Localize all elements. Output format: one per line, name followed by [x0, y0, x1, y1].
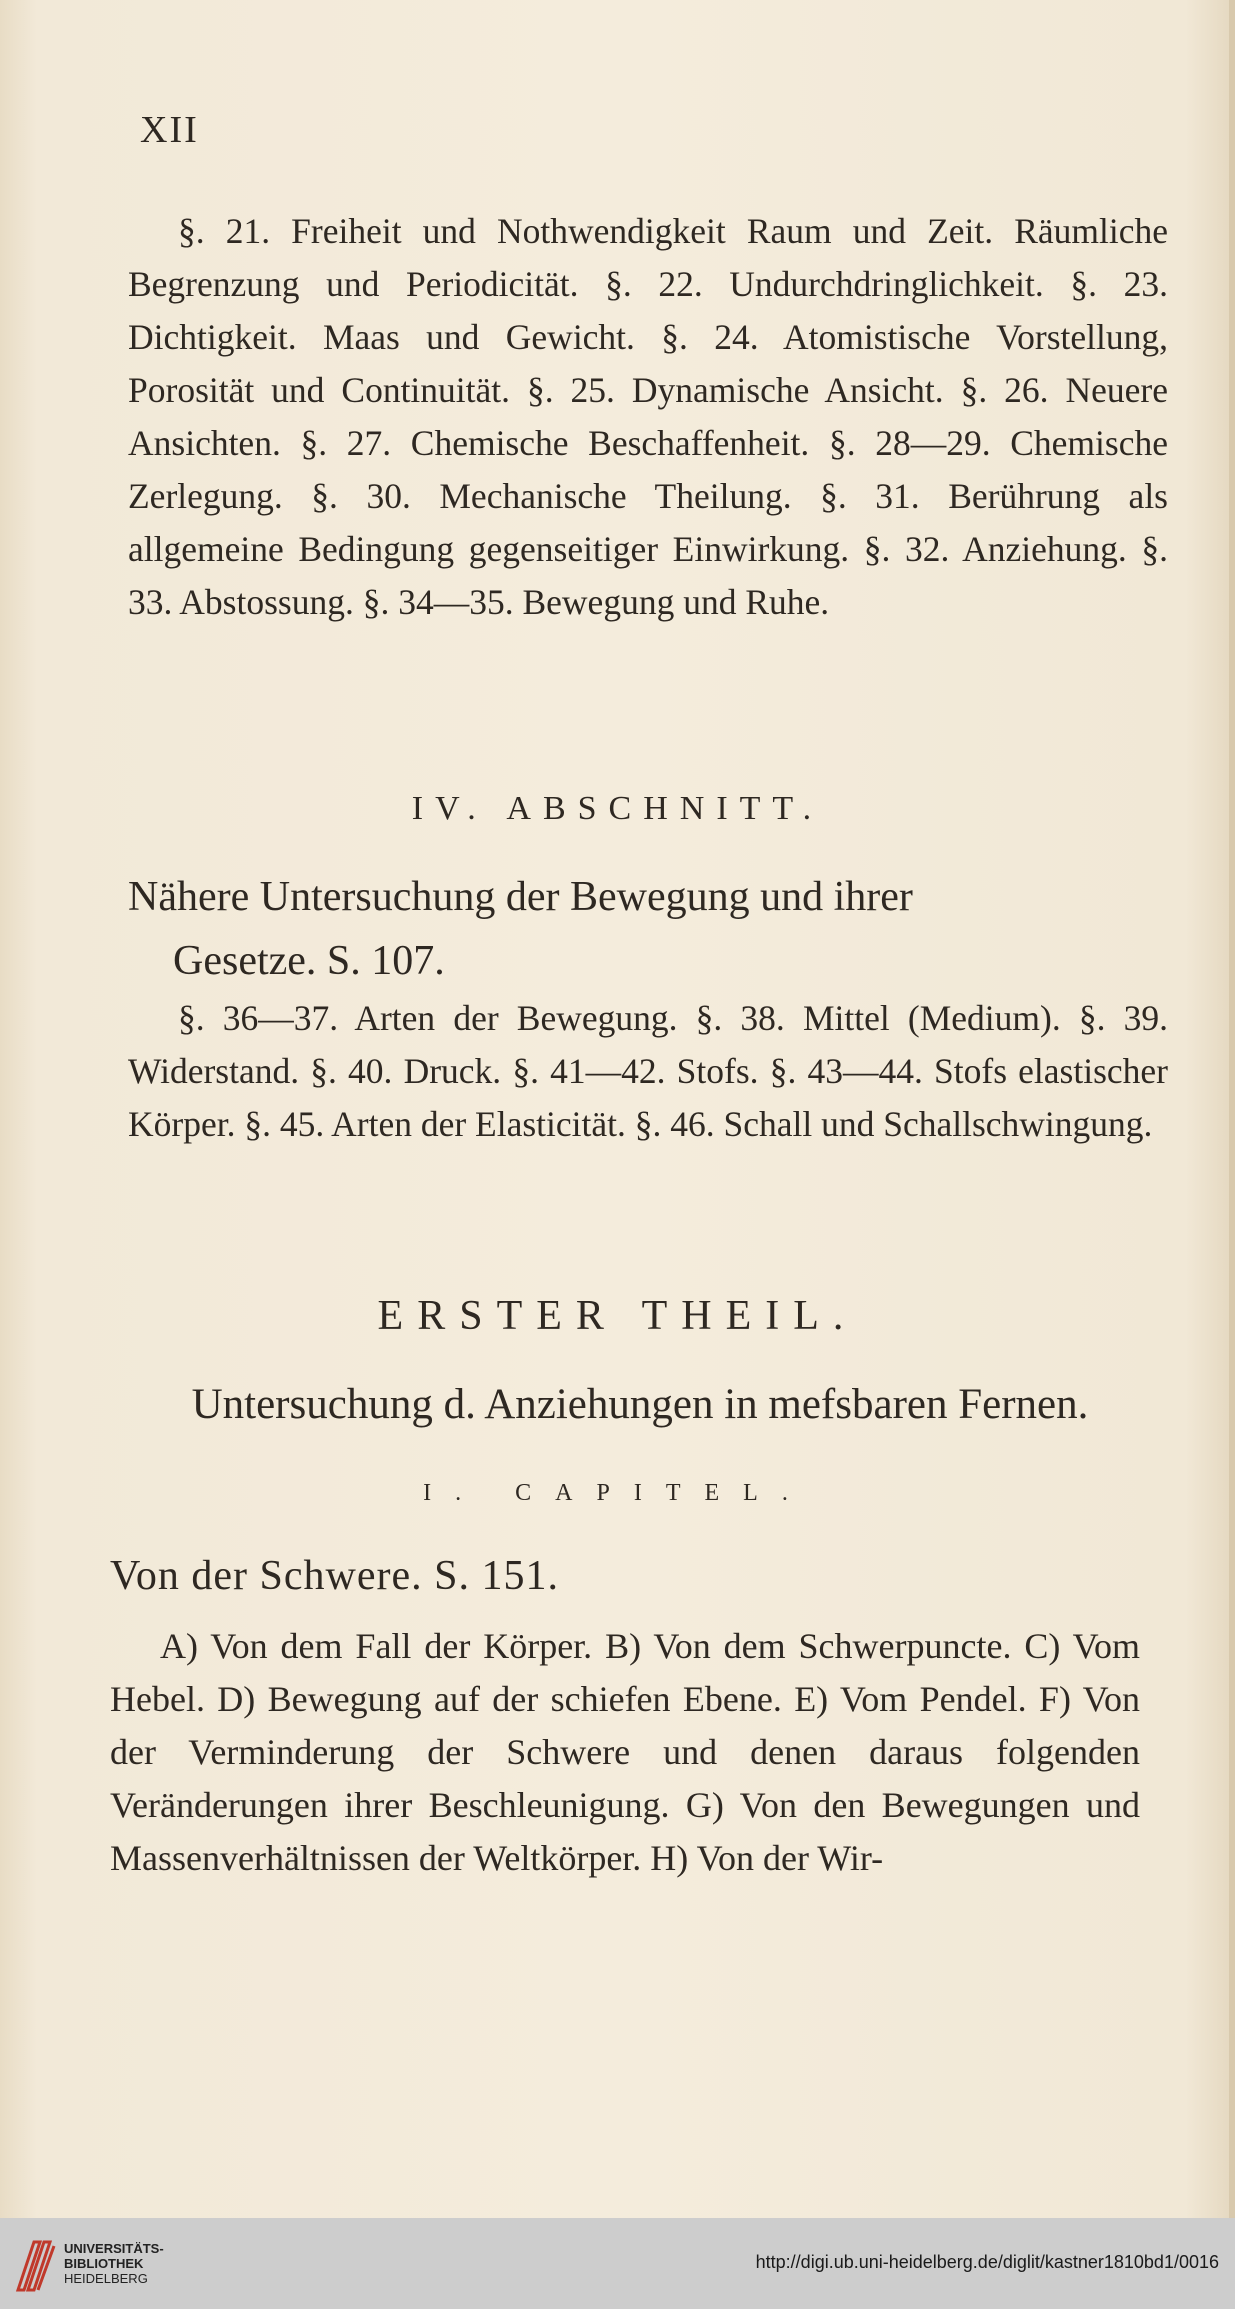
chapter-title: Von der Schwere. S. 151.: [110, 1553, 560, 1599]
page-number: XII: [140, 109, 199, 151]
page-edge: [1229, 0, 1235, 2218]
section-title-line2: Gesetze. S. 107.: [173, 938, 445, 984]
library-logo-icon: [14, 2236, 58, 2294]
logo-line1: UNIVERSITÄTS-: [64, 2241, 164, 2256]
logo-line2: BIBLIOTHEK: [64, 2256, 144, 2271]
paragraph-section-iv-contents: §. 36—37. Arten der Bewegung. §. 38. Mittel (Medium). §. 39. Widerstand. §. 40. Druck. §. 41—42. Stofs. §. 43—44. Stofs elastischer Körper. §. 45. Arten der Elasticität. §. 46. Schall und Schallschwingung.: [128, 998, 1168, 1144]
paragraph-section-iii-contents: §. 21. Freiheit und Nothwendigkeit Raum und Zeit. Räumliche Begrenzung und Periodicität. §. 22. Undurchdringlichkeit. §. 23. Dichtigkeit. Maas und Gewicht. §. 24. Atomistische Vorstellung, Porosität und Continuität. §. 25. Dynamische Ansicht. §. 26. Neuere Ansichten. §. 27. Chemische Beschaffenheit. §. 28—29. Chemische Zerlegung. §. 30. Mechanische Theilung. §. 31. Berührung als allgemeine Bedingung gegenseitiger Einwirkung. §. 32. Anziehung. §. 33. Abstossung. §. 34—35. Bewegung und Ruhe.: [128, 211, 1168, 622]
section-title-line1: Nähere Untersuchung der Bewegung und ihrer: [128, 874, 913, 920]
section-title: [128, 865, 1168, 993]
logo-line3: HEIDELBERG: [64, 2271, 148, 2286]
paragraph-chapter-contents: A) Von dem Fall der Körper. B) Von dem Schwerpuncte. C) Vom Hebel. D) Bewegung auf der schiefen Ebene. E) Vom Pendel. F) Von der Verminderung der Schwere und denen daraus folgenden Veränderungen ihrer Beschleunigung. G) Von den Bewegungen und Massenverhältnissen der Weltkörper. H) Von der Wir-: [110, 1626, 1140, 1878]
section-heading: IV. ABSCHNITT.: [411, 790, 824, 827]
library-logo-text: [64, 2241, 164, 2286]
part-title: Untersuchung d. Anziehungen in mefsbaren Fernen.: [191, 1381, 1089, 1428]
source-url-link[interactable]: http://digi.ub.uni-heidelberg.de/diglit/kastner1810bd1/0016: [755, 2252, 1219, 2272]
part-heading: ERSTER THEIL.: [377, 1293, 858, 1339]
chapter-heading: I. CAPITEL.: [423, 1480, 812, 1506]
